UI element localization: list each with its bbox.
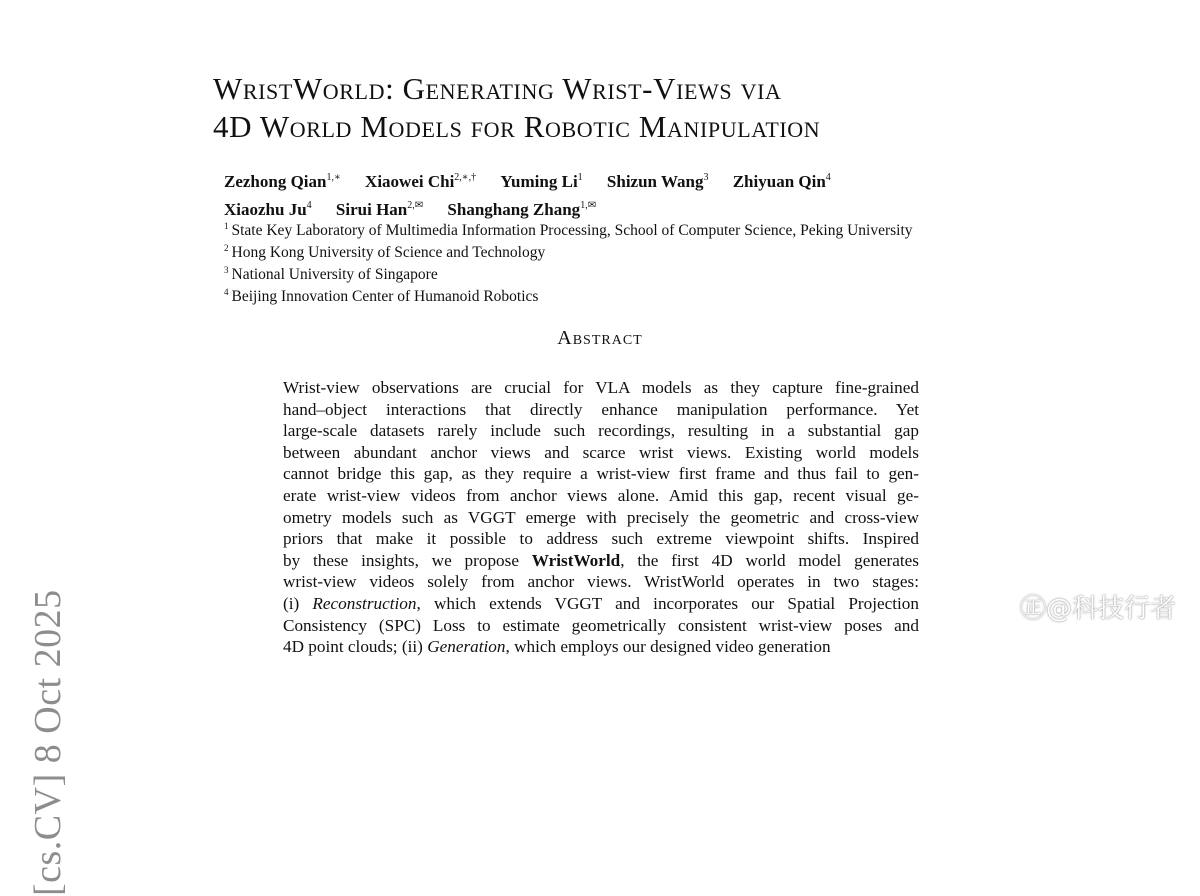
abstract-line: priors that make it possible to address such extreme viewpoint shifts. Inspired	[283, 529, 919, 549]
watermark: ㊣@科技行者	[1019, 594, 1176, 624]
abstract-line: hand–object interactions that directly enhance manipulation performance. Yet	[283, 399, 919, 419]
title-line-2: 4D World Models for Robotic Manipulation	[213, 109, 821, 144]
abstract-line: ometry models such as VGGT emerge with precisely the geometric and cross-view	[283, 507, 919, 527]
abstract-line: Consistency (SPC) Loss to estimate geometrically consistent wrist-view poses and	[283, 615, 919, 635]
method-name-bold: WristWorld	[531, 550, 621, 570]
author-row-1	[224, 168, 1124, 196]
abstract-line: cannot bridge this gap, as they require a wrist-view first frame and thus fail to gen-	[283, 464, 919, 484]
stage-name-italic: Generation	[427, 637, 506, 657]
author: Shizun Wang$^3$	[606, 172, 709, 191]
abstract-line: Wrist-view observations are crucial for VLA models as they capture fine-grained	[283, 378, 919, 397]
abstract-line: (i) Reconstruction, which extends VGGT and incorporates our Spatial Projection	[283, 593, 919, 613]
affiliation-list	[224, 220, 1124, 308]
paper-title	[213, 70, 1113, 146]
arxiv-stamp-text: [cs.CV] 8 Oct 2025	[27, 589, 69, 896]
affiliation-item: $^2$ Hong Kong University of Science and Technology	[224, 243, 546, 261]
abstract-heading: Abstract	[557, 327, 643, 349]
abstract-line: 4D point clouds; (ii) Generation, which employs our designed video generation	[283, 637, 831, 657]
author: Shanghang Zhang$^{1,✉}$	[447, 200, 597, 219]
abstract-line: erate wrist-view videos from anchor views alone. Amid this gap, recent visual ge-	[283, 485, 919, 505]
author: Zhiyuan Qin$^4$	[732, 172, 831, 191]
abstract-line: large-scale datasets rarely include such recordings, resulting in a substantial gap	[283, 421, 919, 441]
abstract-line: between abundant anchor views and scarce wrist views. Existing world models	[283, 442, 919, 462]
affiliation-item: $^3$ National University of Singapore	[224, 265, 438, 283]
arxiv-identifier-stamp	[24, 340, 74, 896]
title-line-1: WristWorld: Generating Wrist-Views via	[213, 71, 782, 106]
author: Xiaozhu Ju$^4$	[224, 200, 312, 219]
abstract-line: wrist-view videos solely from anchor views. WristWorld operates in two stages:	[283, 572, 919, 592]
author-list	[224, 168, 1124, 224]
stage-name-italic: Reconstruction	[312, 593, 417, 613]
author: Sirui Han$^{2,✉}$	[335, 200, 424, 219]
author: Zezhong Qian$^{1,∗}$	[224, 172, 341, 191]
affiliation-item: $^1$ State Key Laboratory of Multimedia Information Processing, School of Computer Science, Peking University	[224, 221, 913, 239]
author: Yuming Li$^1$	[500, 172, 583, 191]
abstract-body	[283, 377, 919, 658]
abstract-line: by these insights, we propose WristWorld, the first 4D world model generates	[283, 550, 919, 570]
affiliation-item: $^4$ Beijing Innovation Center of Humanoid Robotics	[224, 287, 539, 305]
author: Xiaowei Chi$^{2,∗,\dagger}$	[365, 172, 477, 191]
